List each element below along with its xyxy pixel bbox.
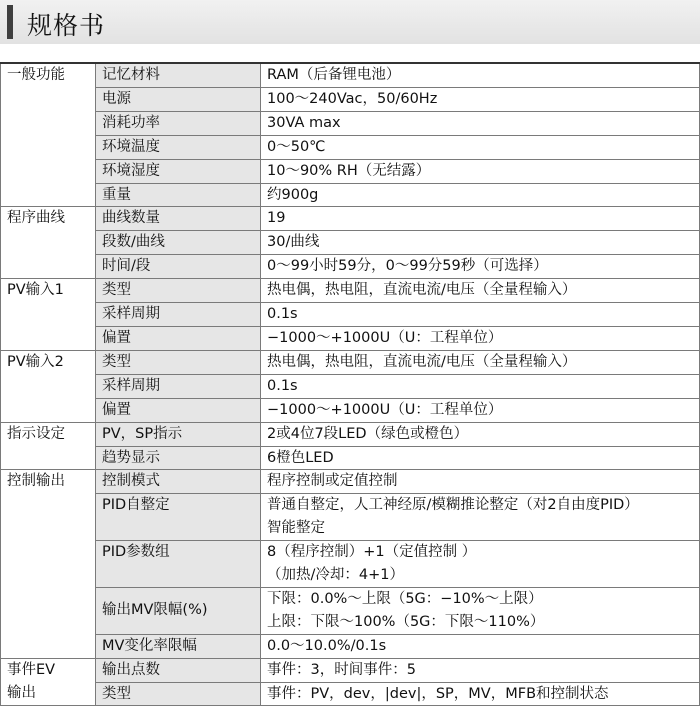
param-label: 偏置 <box>96 398 261 422</box>
table-row <box>1 634 700 658</box>
param-value: 事件：3，时间事件：5 <box>261 658 700 682</box>
param-value: 热电偶，热电阻，直流电流/电压（全量程输入） <box>261 279 700 303</box>
param-value: −1000～+1000U（U：工程单位） <box>261 326 700 350</box>
header-accent-bar <box>7 5 13 39</box>
table-row <box>1 87 700 111</box>
table-row <box>1 255 700 279</box>
table-row <box>1 159 700 183</box>
group-cell: 控制输出 <box>1 470 96 658</box>
param-value: 19 <box>261 207 700 231</box>
table-row <box>1 183 700 207</box>
param-label: 类型 <box>96 682 261 706</box>
param-label: PID自整定 <box>96 494 261 541</box>
param-label: 消耗功率 <box>96 111 261 135</box>
value-line: 普通自整定，人工神经原/模糊推论整定（对2自由度PID） <box>267 497 639 514</box>
table-row <box>1 541 700 588</box>
param-value-multiline <box>261 494 700 541</box>
param-value-multiline <box>261 587 700 634</box>
table-row <box>1 63 700 87</box>
param-label: 环境温度 <box>96 135 261 159</box>
param-value: 30VA max <box>261 111 700 135</box>
param-value: 30/曲线 <box>261 231 700 255</box>
param-label: 环境湿度 <box>96 159 261 183</box>
param-label: 曲线数量 <box>96 207 261 231</box>
table-row <box>1 658 700 682</box>
table-row <box>1 587 700 634</box>
param-value-multiline <box>261 541 700 588</box>
param-value: 6橙色LED <box>261 446 700 470</box>
param-label: 类型 <box>96 279 261 303</box>
param-value: 约900g <box>261 183 700 207</box>
page-title: 规格书 <box>27 11 106 40</box>
param-label: 输出点数 <box>96 658 261 682</box>
param-value: 事件：PV，dev，|dev|，SP，MV，MFB和控制状态 <box>261 682 700 706</box>
spec-table <box>0 62 700 706</box>
group-name-line: 输出 <box>7 684 36 701</box>
table-row <box>1 326 700 350</box>
group-cell: 指示设定 <box>1 422 96 470</box>
param-label: 类型 <box>96 350 261 374</box>
group-cell <box>1 658 96 706</box>
table-row <box>1 398 700 422</box>
param-value: −1000～+1000U（U：工程单位） <box>261 398 700 422</box>
param-label: MV变化率限幅 <box>96 634 261 658</box>
param-label: 采样周期 <box>96 374 261 398</box>
group-name-line: 事件EV <box>7 661 56 678</box>
value-line: 8（程序控制）+1（定值控制 ） <box>267 544 477 561</box>
param-label: PID参数组 <box>96 541 261 588</box>
param-value: 2或4位7段LED（绿色或橙色） <box>261 422 700 446</box>
param-label: PV，SP指示 <box>96 422 261 446</box>
table-row <box>1 111 700 135</box>
param-value: 热电偶，热电阻，直流电流/电压（全量程输入） <box>261 350 700 374</box>
value-line: 下限：0.0%～上限（5G：−10%～上限） <box>267 590 543 607</box>
param-label: 偏置 <box>96 326 261 350</box>
table-row <box>1 207 700 231</box>
param-label: 时间/段 <box>96 255 261 279</box>
param-label: 趋势显示 <box>96 446 261 470</box>
table-row <box>1 682 700 706</box>
table-row <box>1 422 700 446</box>
param-value: 0.0～10.0%/0.1s <box>261 634 700 658</box>
group-cell: PV输入2 <box>1 350 96 422</box>
param-label: 输出MV限幅(%) <box>96 587 261 634</box>
param-value: 10～90% RH（无结露） <box>261 159 700 183</box>
table-row <box>1 446 700 470</box>
group-cell: 一般功能 <box>1 63 96 207</box>
table-row <box>1 303 700 327</box>
param-value: 0～99小时59分，0～99分59秒（可选择） <box>261 255 700 279</box>
group-cell: 程序曲线 <box>1 207 96 279</box>
param-value: 程序控制或定值控制 <box>261 470 700 494</box>
table-row <box>1 350 700 374</box>
table-row <box>1 494 700 541</box>
param-value: 100～240Vac，50/60Hz <box>261 87 700 111</box>
page-header <box>0 0 700 44</box>
param-label: 电源 <box>96 87 261 111</box>
table-row <box>1 279 700 303</box>
param-label: 控制模式 <box>96 470 261 494</box>
param-value: 0.1s <box>261 303 700 327</box>
param-label: 记忆材料 <box>96 63 261 87</box>
value-line: 上限：下限～100%（5G：下限～110%） <box>267 613 545 630</box>
value-line: （加热/冷却：4+1） <box>267 567 404 584</box>
table-row <box>1 135 700 159</box>
param-value: 0.1s <box>261 374 700 398</box>
group-cell: PV输入1 <box>1 279 96 351</box>
table-row <box>1 231 700 255</box>
param-label: 采样周期 <box>96 303 261 327</box>
param-value: RAM（后备锂电池） <box>261 63 700 87</box>
value-line: 智能整定 <box>267 520 325 537</box>
table-row <box>1 374 700 398</box>
table-row <box>1 470 700 494</box>
param-value: 0～50℃ <box>261 135 700 159</box>
param-label: 重量 <box>96 183 261 207</box>
param-label: 段数/曲线 <box>96 231 261 255</box>
